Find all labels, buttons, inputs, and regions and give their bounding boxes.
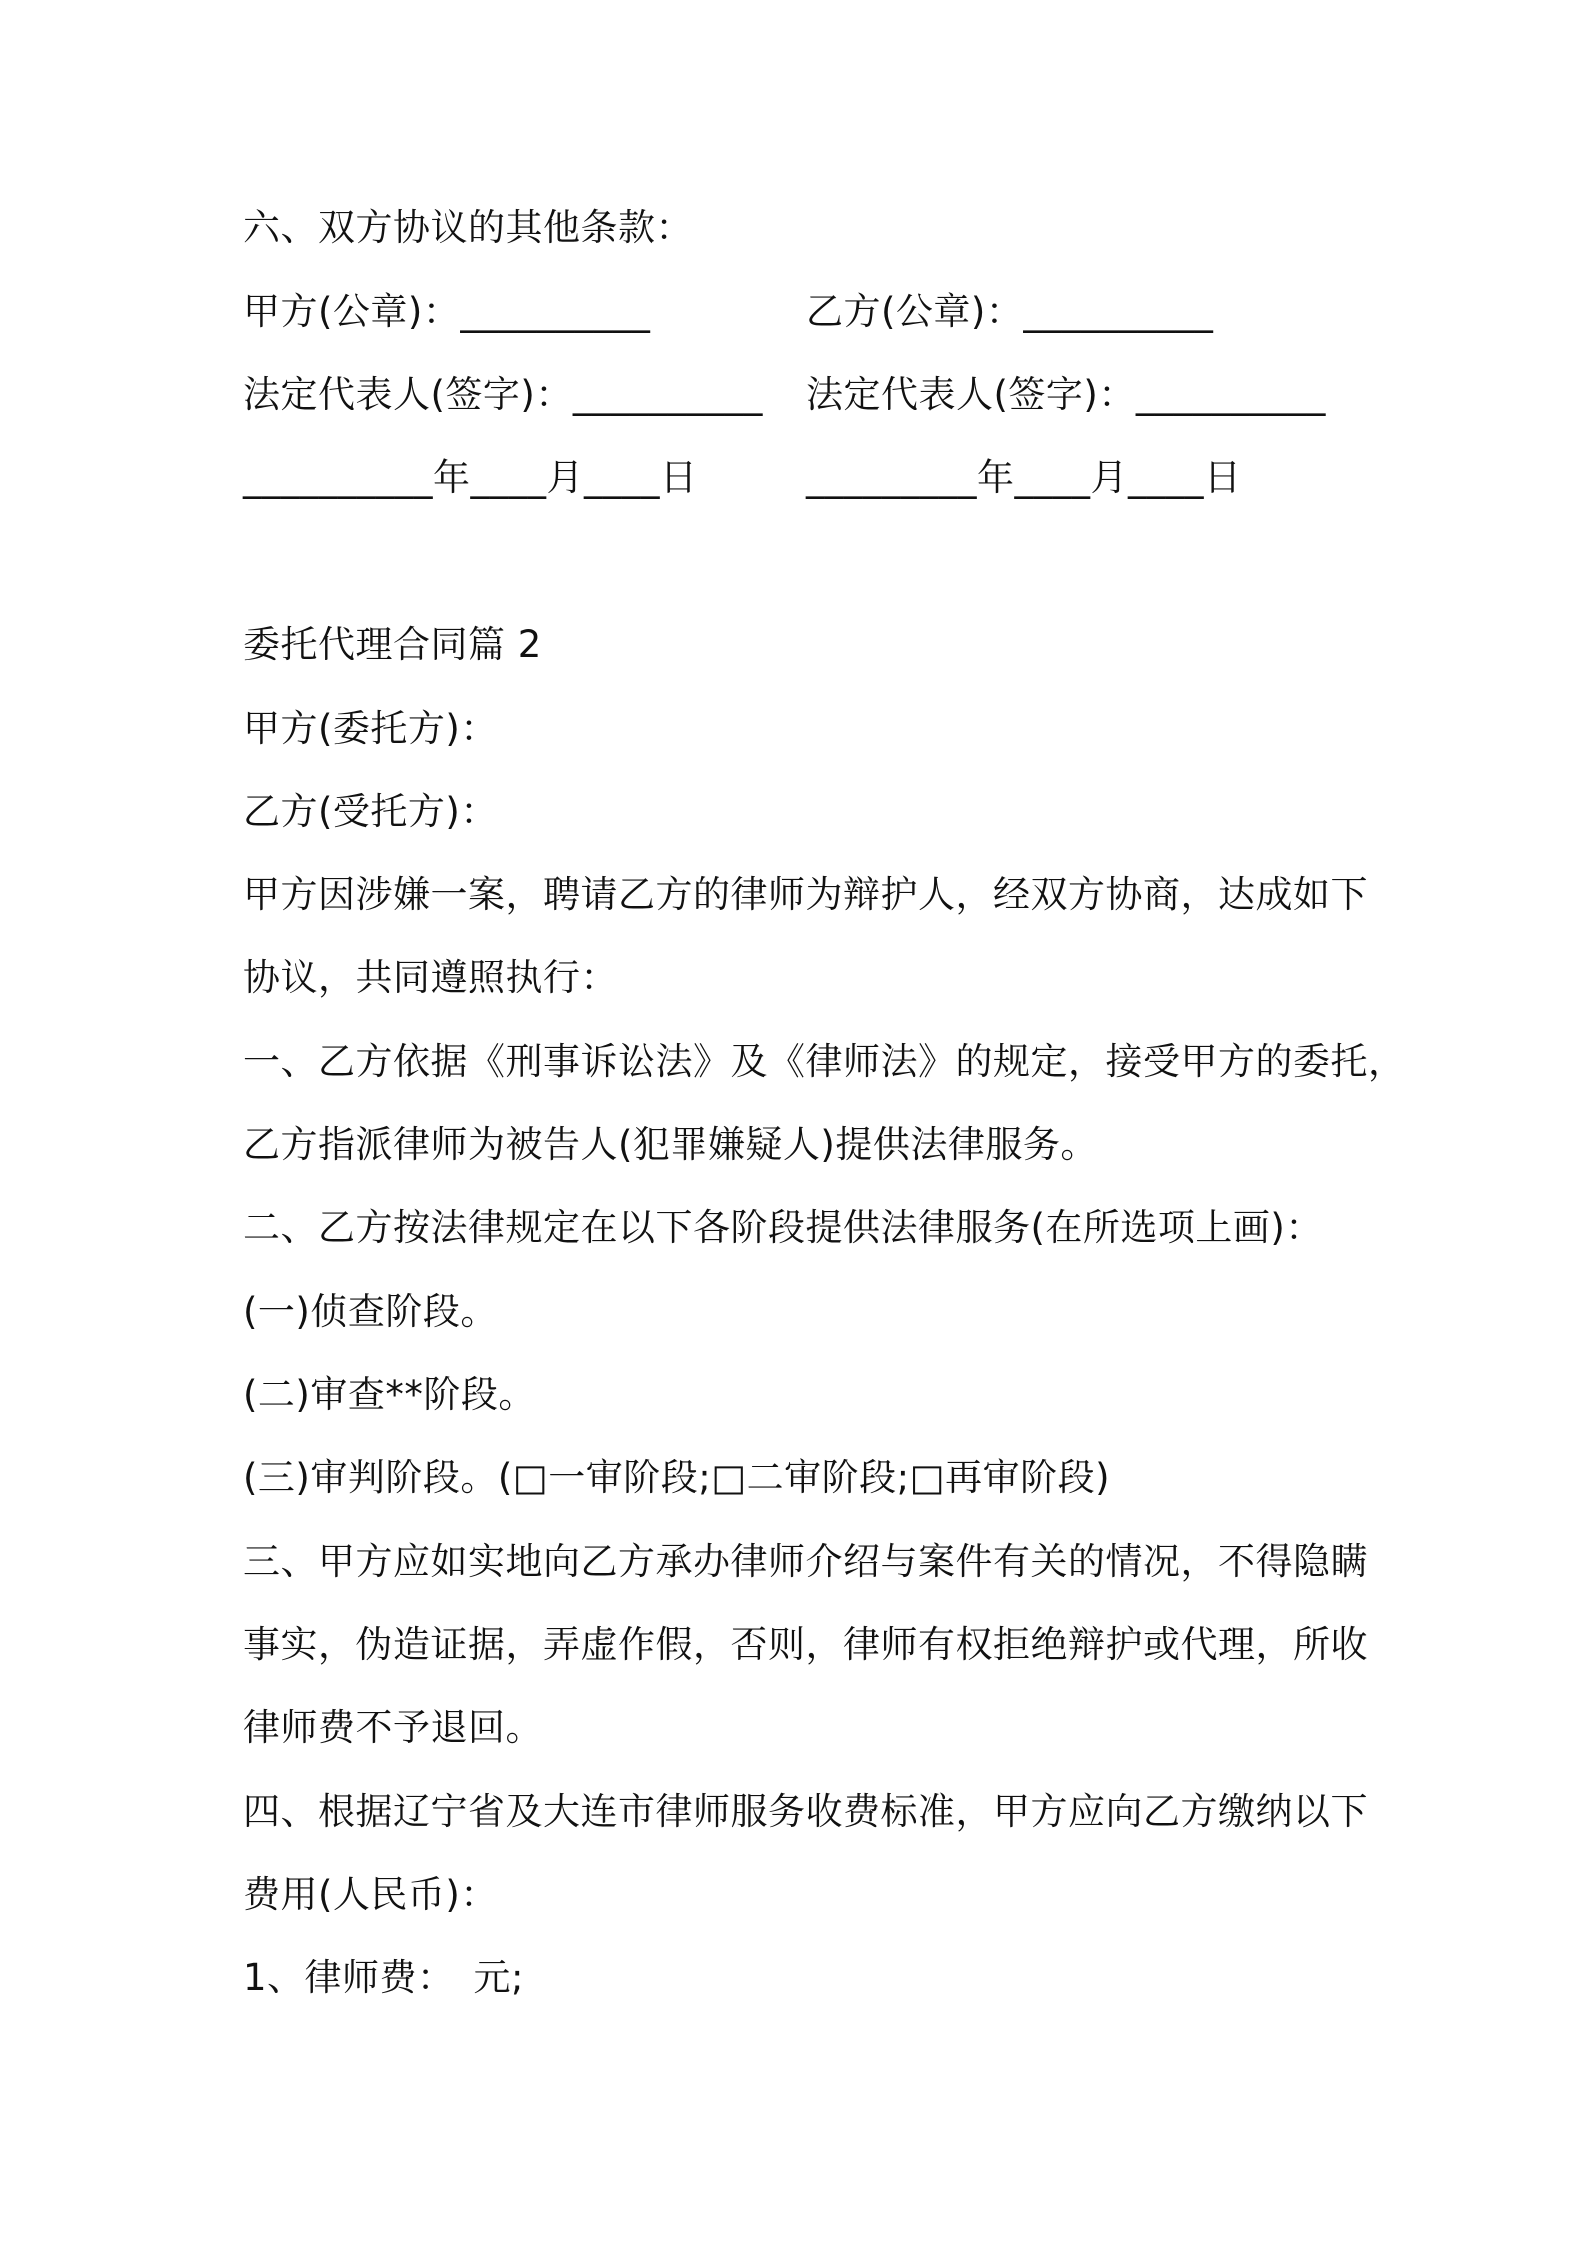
party-b-date-line: _________年____月____日 <box>806 456 1242 499</box>
contract2-title: 委托代理合同篇 2 <box>243 623 542 666</box>
paragraph-line: 四、根据辽宁省及大连市律师服务收费标准，甲方应向乙方缴纳以下 <box>243 1790 1368 1833</box>
paragraph-line: 二、乙方按法律规定在以下各阶段提供法律服务(在所选项上画)： <box>243 1206 1323 1249</box>
party-a-date-line: __________年____月____日 <box>243 456 698 499</box>
paragraph-line: 三、甲方应如实地向乙方承办律师介绍与案件有关的情况，不得隐瞒 <box>243 1540 1368 1583</box>
paragraph-line: 1、律师费： 元; <box>243 1956 525 1999</box>
contract2-party-a: 甲方(委托方)： <box>243 707 498 750</box>
paragraph-line: 费用(人民币)： <box>243 1873 498 1916</box>
paragraph-line: 乙方指派律师为被告人(犯罪嫌疑人)提供法律服务。 <box>243 1123 1098 1166</box>
paragraph-line: (二)审查**阶段。 <box>243 1373 536 1416</box>
paragraph-line: 协议，共同遵照执行： <box>243 956 618 999</box>
paragraph-line: 律师费不予退回。 <box>243 1706 543 1749</box>
contract2-party-b: 乙方(受托方)： <box>243 790 498 833</box>
paragraph-line: 一、乙方依据《刑事诉讼法》及《律师法》的规定，接受甲方的委托， <box>243 1040 1406 1083</box>
paragraph-line: 甲方因涉嫌一案，聘请乙方的律师为辩护人，经双方协商，达成如下 <box>243 873 1368 916</box>
party-b-rep-line: 法定代表人(签字)：__________ <box>806 373 1326 416</box>
section6-heading: 六、双方协议的其他条款： <box>243 206 693 249</box>
party-a-seal-line: 甲方(公章)：__________ <box>243 290 651 333</box>
party-a-rep-line: 法定代表人(签字)：__________ <box>243 373 763 416</box>
paragraph-line: (一)侦查阶段。 <box>243 1290 498 1333</box>
paragraph-line: 事实，伪造证据，弄虚作假，否则，律师有权拒绝辩护或代理，所收 <box>243 1623 1368 1666</box>
paragraph-line: (三)审判阶段。(□一审阶段;□二审阶段;□再审阶段) <box>243 1456 1111 1499</box>
party-b-seal-line: 乙方(公章)：__________ <box>806 290 1214 333</box>
